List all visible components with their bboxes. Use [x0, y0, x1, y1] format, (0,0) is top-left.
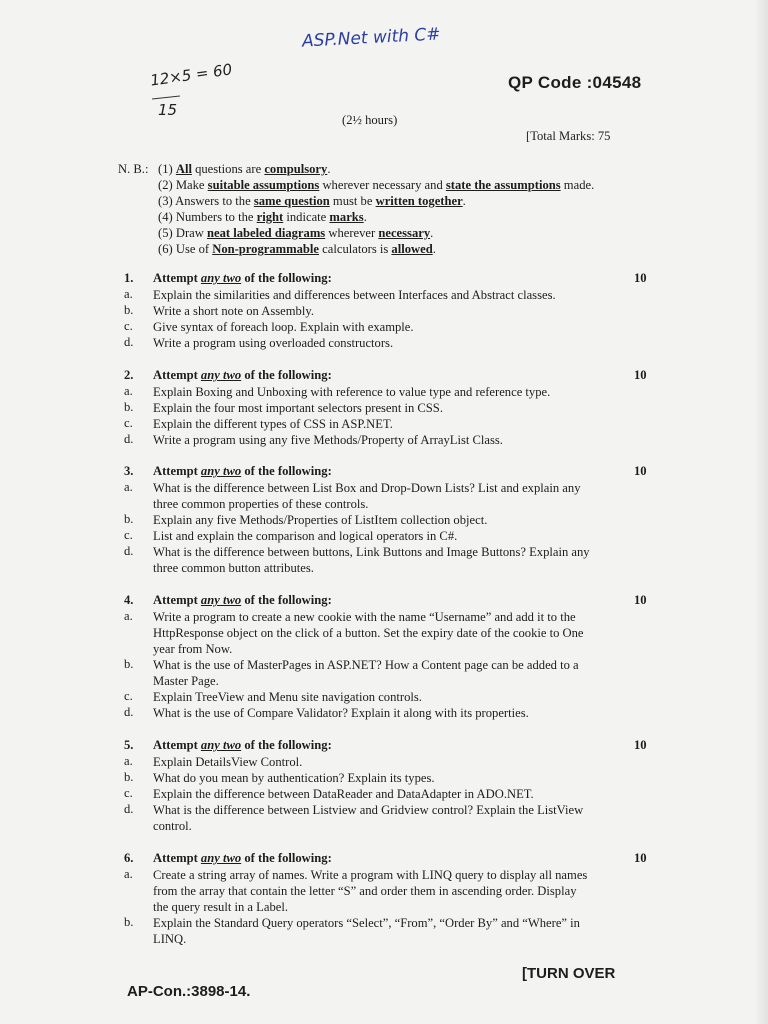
question-number: 6.: [124, 851, 134, 865]
sub-question-text: Explain the Standard Query operators “Select”, “From”, “Order By” and “Where” in: [153, 916, 580, 930]
heading-emphasis: any two: [200, 368, 242, 382]
instruction-emphasis: same question: [253, 194, 330, 208]
sub-question-label: c.: [124, 416, 133, 430]
question-marks: 10: [634, 464, 647, 478]
instruction-emphasis: necessary: [378, 226, 431, 240]
sub-question-label: a.: [124, 384, 133, 398]
sub-question-label: c.: [124, 689, 133, 703]
sub-question-text: Create a string array of names. Write a program with LINQ query to display all names: [153, 868, 588, 882]
sub-question-label: d.: [124, 335, 134, 349]
instruction-text: Use of: [175, 242, 213, 256]
sub-question-label: c.: [124, 528, 133, 542]
instruction-emphasis: right: [256, 210, 284, 224]
sub-question-text: the query result in a Label.: [153, 900, 288, 914]
sub-question-text: Explain any five Methods/Properties of ListItem collection object.: [153, 513, 488, 527]
sub-question-text: Explain the different types of CSS in ASP.NET.: [153, 417, 393, 431]
sub-question-text: Explain DetailsView Control.: [153, 755, 303, 769]
instruction-number: (4): [158, 210, 176, 224]
con-code: AP-Con.:3898-14.: [127, 983, 251, 1000]
turn-over: [TURN OVER: [522, 965, 616, 982]
instruction-emphasis: allowed: [391, 242, 433, 256]
instruction-item: [158, 162, 330, 177]
page-edge-shadow: [754, 0, 768, 1024]
sub-question-text: What is the difference between Listview and Gridview control? Explain the ListView: [153, 803, 584, 817]
instruction-text: wherever: [325, 226, 379, 240]
sub-question-text: What is the use of MasterPages in ASP.NET? How a Content page can be added to a: [153, 658, 579, 672]
sub-question-text: HttpResponse object on the click of a button. Set the expiry date of the cookie to One: [153, 626, 584, 640]
instruction-text: must be: [329, 194, 376, 208]
question-marks: 10: [634, 368, 647, 382]
instruction-number: (3): [158, 194, 176, 208]
handwritten-calc-line1: 12×5 = 60: [149, 60, 234, 90]
sub-question-text: Explain the four most important selectors present in CSS.: [153, 401, 443, 415]
sub-question-text: Write a short note on Assembly.: [153, 304, 314, 318]
instruction-emphasis: All: [175, 162, 192, 176]
sub-question-text: Write a program to create a new cookie with the name “Username” and add it to the: [153, 610, 576, 624]
instruction-text: .: [432, 242, 436, 256]
instruction-number: (6): [158, 242, 176, 256]
sub-question-label: d.: [124, 544, 134, 558]
heading-text: of the following:: [241, 593, 332, 607]
instruction-item: [158, 210, 367, 225]
heading-emphasis: any two: [200, 271, 242, 285]
question-marks: 10: [634, 271, 647, 285]
sub-question-text: Explain Boxing and Unboxing with reference to value type and reference type.: [153, 385, 551, 399]
question-heading: [153, 464, 332, 479]
sub-question-text: three common button attributes.: [153, 561, 314, 575]
sub-question-text: What is the use of Compare Validator? Explain it along with its properties.: [153, 706, 529, 720]
instruction-text: wherever necessary and: [319, 178, 446, 192]
instruction-emphasis: marks: [329, 210, 364, 224]
sub-question-label: b.: [124, 770, 134, 784]
heading-text: of the following:: [241, 738, 332, 752]
sub-question-label: d.: [124, 802, 134, 816]
instruction-item: [158, 242, 436, 257]
instruction-emphasis: Non-programmable: [212, 242, 320, 256]
instruction-text: Draw: [175, 226, 207, 240]
heading-emphasis: any two: [200, 851, 242, 865]
instruction-emphasis: written together: [375, 194, 463, 208]
sub-question-text: from the array that contain the letter “S” and order them in ascending order. Display: [153, 884, 577, 898]
instruction-text: Numbers to the: [175, 210, 257, 224]
sub-question-text: Explain the difference between DataReader and DataAdapter in ADO.NET.: [153, 787, 534, 801]
heading-text: of the following:: [241, 368, 332, 382]
sub-question-text: Explain the similarities and differences between Interfaces and Abstract classes.: [153, 288, 556, 302]
heading-text: of the following:: [241, 271, 332, 285]
total-marks: [Total Marks: 75: [526, 129, 611, 143]
sub-question-text: Master Page.: [153, 674, 219, 688]
sub-question-label: a.: [124, 287, 133, 301]
instruction-item: [158, 226, 433, 241]
question-heading: [153, 368, 332, 383]
handwritten-subject-title: ASP.Net with C#: [301, 24, 442, 52]
instruction-text: indicate: [283, 210, 330, 224]
heading-emphasis: any two: [200, 593, 242, 607]
heading-text: Attempt: [153, 738, 201, 752]
sub-question-label: a.: [124, 609, 133, 623]
sub-question-text: What is the difference between List Box and Drop-Down Lists? List and explain any: [153, 481, 581, 495]
heading-emphasis: any two: [200, 738, 242, 752]
instruction-text: calculators is: [319, 242, 392, 256]
sub-question-label: d.: [124, 705, 134, 719]
sub-question-text: Write a program using overloaded constructors.: [153, 336, 394, 350]
sub-question-label: b.: [124, 400, 134, 414]
heading-text: of the following:: [241, 851, 332, 865]
instruction-emphasis: neat labeled diagrams: [206, 226, 326, 240]
handwritten-calc-rule: [152, 96, 180, 100]
instruction-text: .: [462, 194, 466, 208]
sub-question-text: What do you mean by authentication? Explain its types.: [153, 771, 435, 785]
sub-question-label: a.: [124, 867, 133, 881]
sub-question-text: control.: [153, 819, 192, 833]
instruction-number: (2): [158, 178, 176, 192]
instruction-item: [158, 194, 466, 209]
heading-text: Attempt: [153, 593, 201, 607]
question-heading: [153, 271, 332, 286]
question-marks: 10: [634, 593, 647, 607]
instruction-emphasis: compulsory: [264, 162, 328, 176]
sub-question-text: List and explain the comparison and logical operators in C#.: [153, 529, 458, 543]
question-number: 5.: [124, 738, 134, 752]
sub-question-label: b.: [124, 915, 134, 929]
sub-question-text: LINQ.: [153, 932, 187, 946]
heading-text: Attempt: [153, 464, 201, 478]
heading-text: of the following:: [241, 464, 332, 478]
question-heading: [153, 851, 332, 866]
instruction-emphasis: state the assumptions: [445, 178, 561, 192]
heading-emphasis: any two: [200, 464, 242, 478]
question-number: 4.: [124, 593, 134, 607]
qp-code: QP Code :04548: [508, 73, 642, 92]
question-marks: 10: [634, 851, 647, 865]
sub-question-label: b.: [124, 512, 134, 526]
question-heading: [153, 738, 332, 753]
instruction-number: (5): [158, 226, 176, 240]
instruction-item: [158, 178, 594, 193]
question-number: 2.: [124, 368, 134, 382]
question-marks: 10: [634, 738, 647, 752]
exam-duration: (2½ hours): [342, 113, 398, 127]
question-number: 3.: [124, 464, 134, 478]
sub-question-text: Write a program using any five Methods/Property of ArrayList Class.: [153, 433, 503, 447]
sub-question-label: a.: [124, 754, 133, 768]
sub-question-text: Explain TreeView and Menu site navigation controls.: [153, 690, 422, 704]
instruction-text: questions are: [191, 162, 265, 176]
sub-question-label: a.: [124, 480, 133, 494]
instruction-text: Make: [175, 178, 208, 192]
heading-text: Attempt: [153, 271, 201, 285]
question-heading: [153, 593, 332, 608]
heading-text: Attempt: [153, 368, 201, 382]
instruction-text: made.: [560, 178, 595, 192]
heading-text: Attempt: [153, 851, 201, 865]
sub-question-text: Give syntax of foreach loop. Explain with example.: [153, 320, 414, 334]
sub-question-text: year from Now.: [153, 642, 233, 656]
nb-label: N. B.:: [118, 162, 149, 176]
handwritten-calc-line2: 15: [158, 101, 178, 119]
sub-question-label: b.: [124, 657, 134, 671]
sub-question-label: d.: [124, 432, 134, 446]
sub-question-label: c.: [124, 319, 133, 333]
sub-question-label: b.: [124, 303, 134, 317]
sub-question-text: What is the difference between buttons, Link Buttons and Image Buttons? Explain any: [153, 545, 590, 559]
instruction-text: .: [430, 226, 434, 240]
sub-question-text: three common properties of these controls.: [153, 497, 369, 511]
instruction-number: (1): [158, 162, 176, 176]
instruction-text: Answers to the: [175, 194, 254, 208]
instruction-text: .: [363, 210, 367, 224]
instruction-text: .: [327, 162, 331, 176]
sub-question-label: c.: [124, 786, 133, 800]
instruction-emphasis: suitable assumptions: [207, 178, 320, 192]
question-number: 1.: [124, 271, 134, 285]
